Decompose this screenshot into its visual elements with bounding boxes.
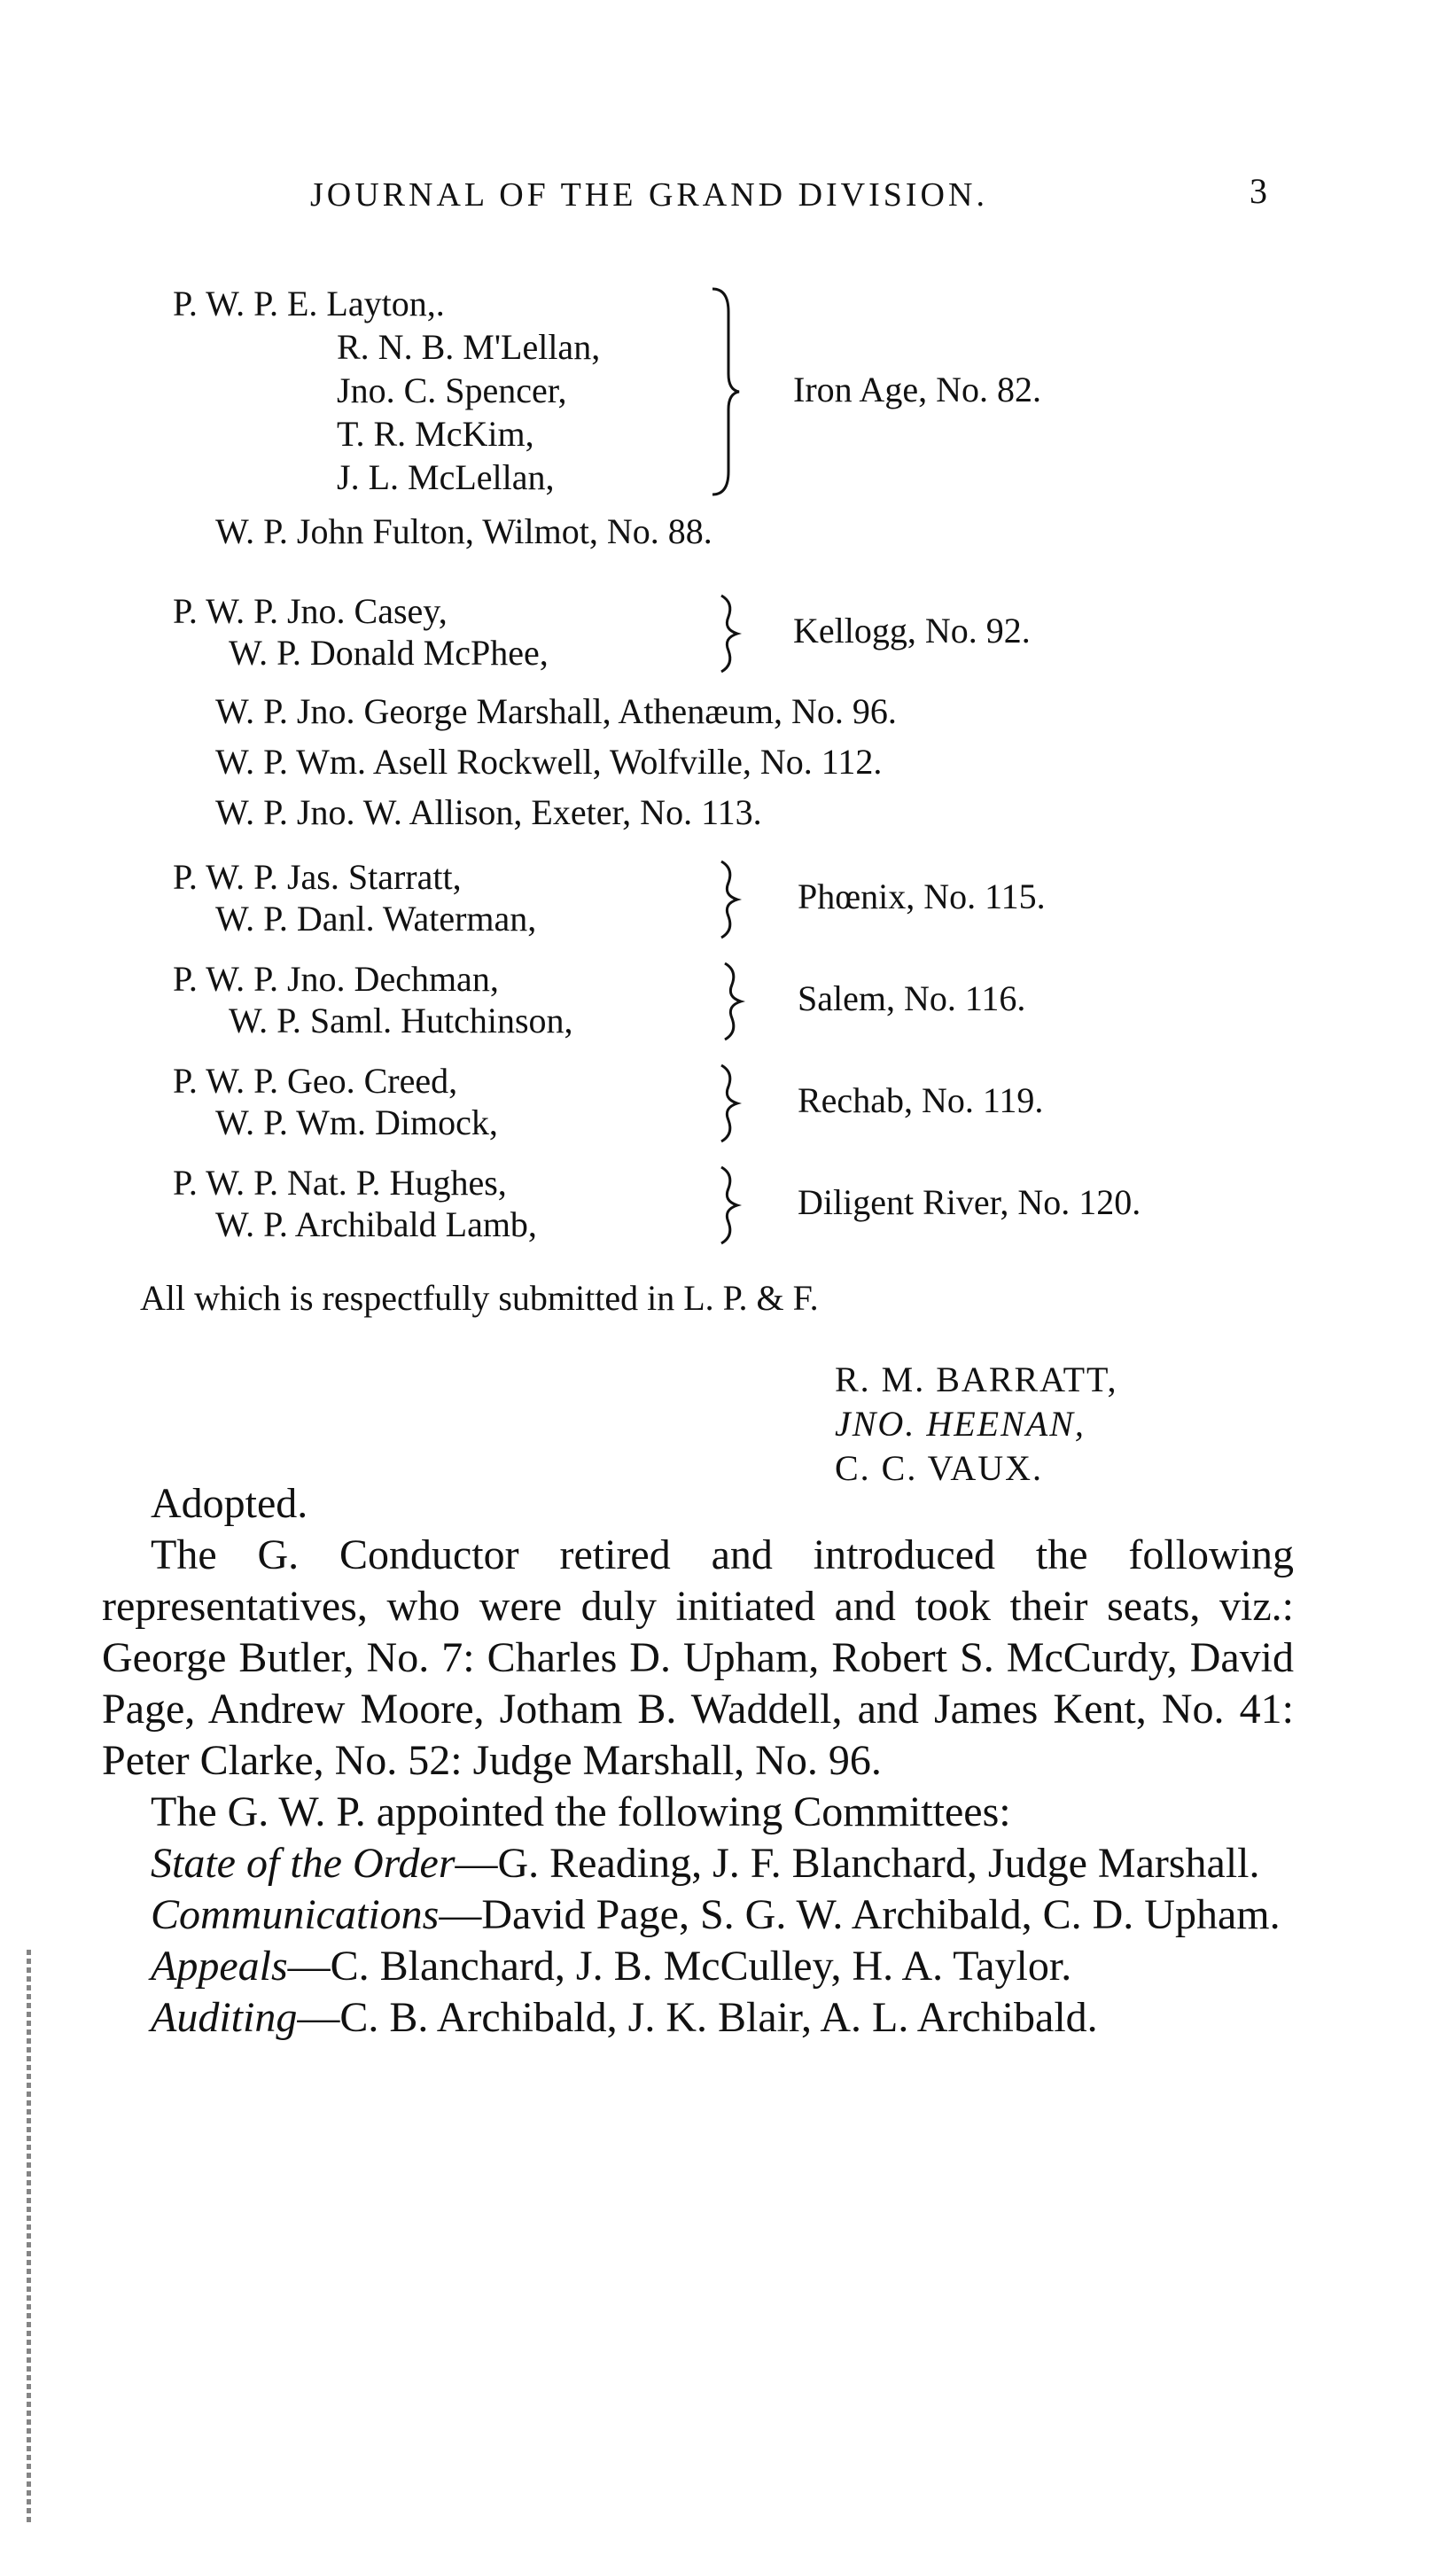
brace-icon [716,1062,743,1145]
committee-entry [102,1889,1294,1941]
member-line: W. P. John Fulton, Wilmot, No. 88. [215,511,712,551]
committee-members: —G. Reading, J. F. Blanchard, Judge Marshall. [455,1840,1260,1887]
division-label: Iron Age, No. 82. [793,370,1041,409]
signature: C. C. VAUX. [835,1448,1044,1488]
committee-entry [102,1941,1294,1992]
committee-members: —C. Blanchard, J. B. McCulley, H. A. Taylor. [287,1943,1072,1990]
brace-icon [709,285,741,498]
member-line: W. P. Danl. Waterman, [215,899,537,939]
member-line: P. W. P. Nat. P. Hughes, [173,1163,507,1203]
committee-name: State of the Order [151,1840,455,1887]
member-line: W. P. Wm. Dimock, [215,1102,498,1142]
paragraph: The G. Conductor retired and introduced the following representatives, who were duly initiated and took their seats, viz.: George Butler, No. 7: Charles D. Upham, Robert S. McCurdy, David Page, Andrew Moore, Jotham B. Waddell, and James Kent, No. 41: Peter Clarke, No. 52: Judge Marshall, No. 96. [102,1531,1294,1784]
division-label: Rechab, No. 119. [798,1080,1044,1120]
body-text [102,1478,1294,2044]
committee-name: Auditing [151,1994,298,2041]
committee-members: —David Page, S. G. W. Archibald, C. D. Upham. [439,1891,1281,1938]
committee-entry [102,1838,1294,1889]
member-line: P. W. P. Jno. Casey, [173,591,448,631]
binding-edge [27,1950,31,2526]
committee-members: —C. B. Archibald, J. K. Blair, A. L. Archibald. [297,1994,1098,2041]
member-line: P. W. P. Jas. Starratt, [173,857,462,897]
member-line: W. P. Wm. Asell Rockwell, Wolfville, No. 112. [215,742,883,782]
committee-entry [102,1992,1294,2044]
member-line: J. L. McLellan, [337,457,555,497]
brace-icon [716,592,743,675]
division-label: Salem, No. 116. [798,978,1026,1018]
member-line: W. P. Donald McPhee, [229,633,549,673]
running-header: JOURNAL OF THE GRAND DIVISION. [310,176,988,214]
member-line: Jno. C. Spencer, [337,370,567,410]
submission-line: All which is respectfully submitted in L. P. & F. [140,1278,819,1318]
member-line: P. W. P. Geo. Creed, [173,1061,458,1101]
signature: R. M. BARRATT, [835,1359,1118,1399]
signature: JNO. HEENAN, [835,1404,1086,1444]
member-line: T. R. McKim, [337,414,534,454]
page-number: 3 [1250,171,1267,211]
member-line: P. W. P. Jno. Dechman, [173,959,499,999]
member-line: W. P. Saml. Hutchinson, [229,1001,573,1040]
division-label: Diligent River, No. 120. [798,1182,1141,1222]
adopted-line: Adopted. [151,1480,308,1527]
paragraph: The G. W. P. appointed the following Committees: [151,1788,1011,1835]
member-line: P. W. P. E. Layton,. [173,284,445,323]
member-line: R. N. B. M'Lellan, [337,327,601,367]
member-line: W. P. Archibald Lamb, [215,1204,537,1244]
member-line: W. P. Jno. George Marshall, Athenæum, No. 96. [215,691,897,731]
member-line: W. P. Jno. W. Allison, Exeter, No. 113. [215,792,762,832]
brace-icon [716,858,743,941]
committee-name: Appeals [151,1943,288,1990]
committee-name: Communications [151,1891,440,1938]
division-label: Phœnix, No. 115. [798,876,1046,916]
division-label: Kellogg, No. 92. [793,611,1031,650]
brace-icon [716,1164,743,1247]
brace-icon [720,960,746,1043]
